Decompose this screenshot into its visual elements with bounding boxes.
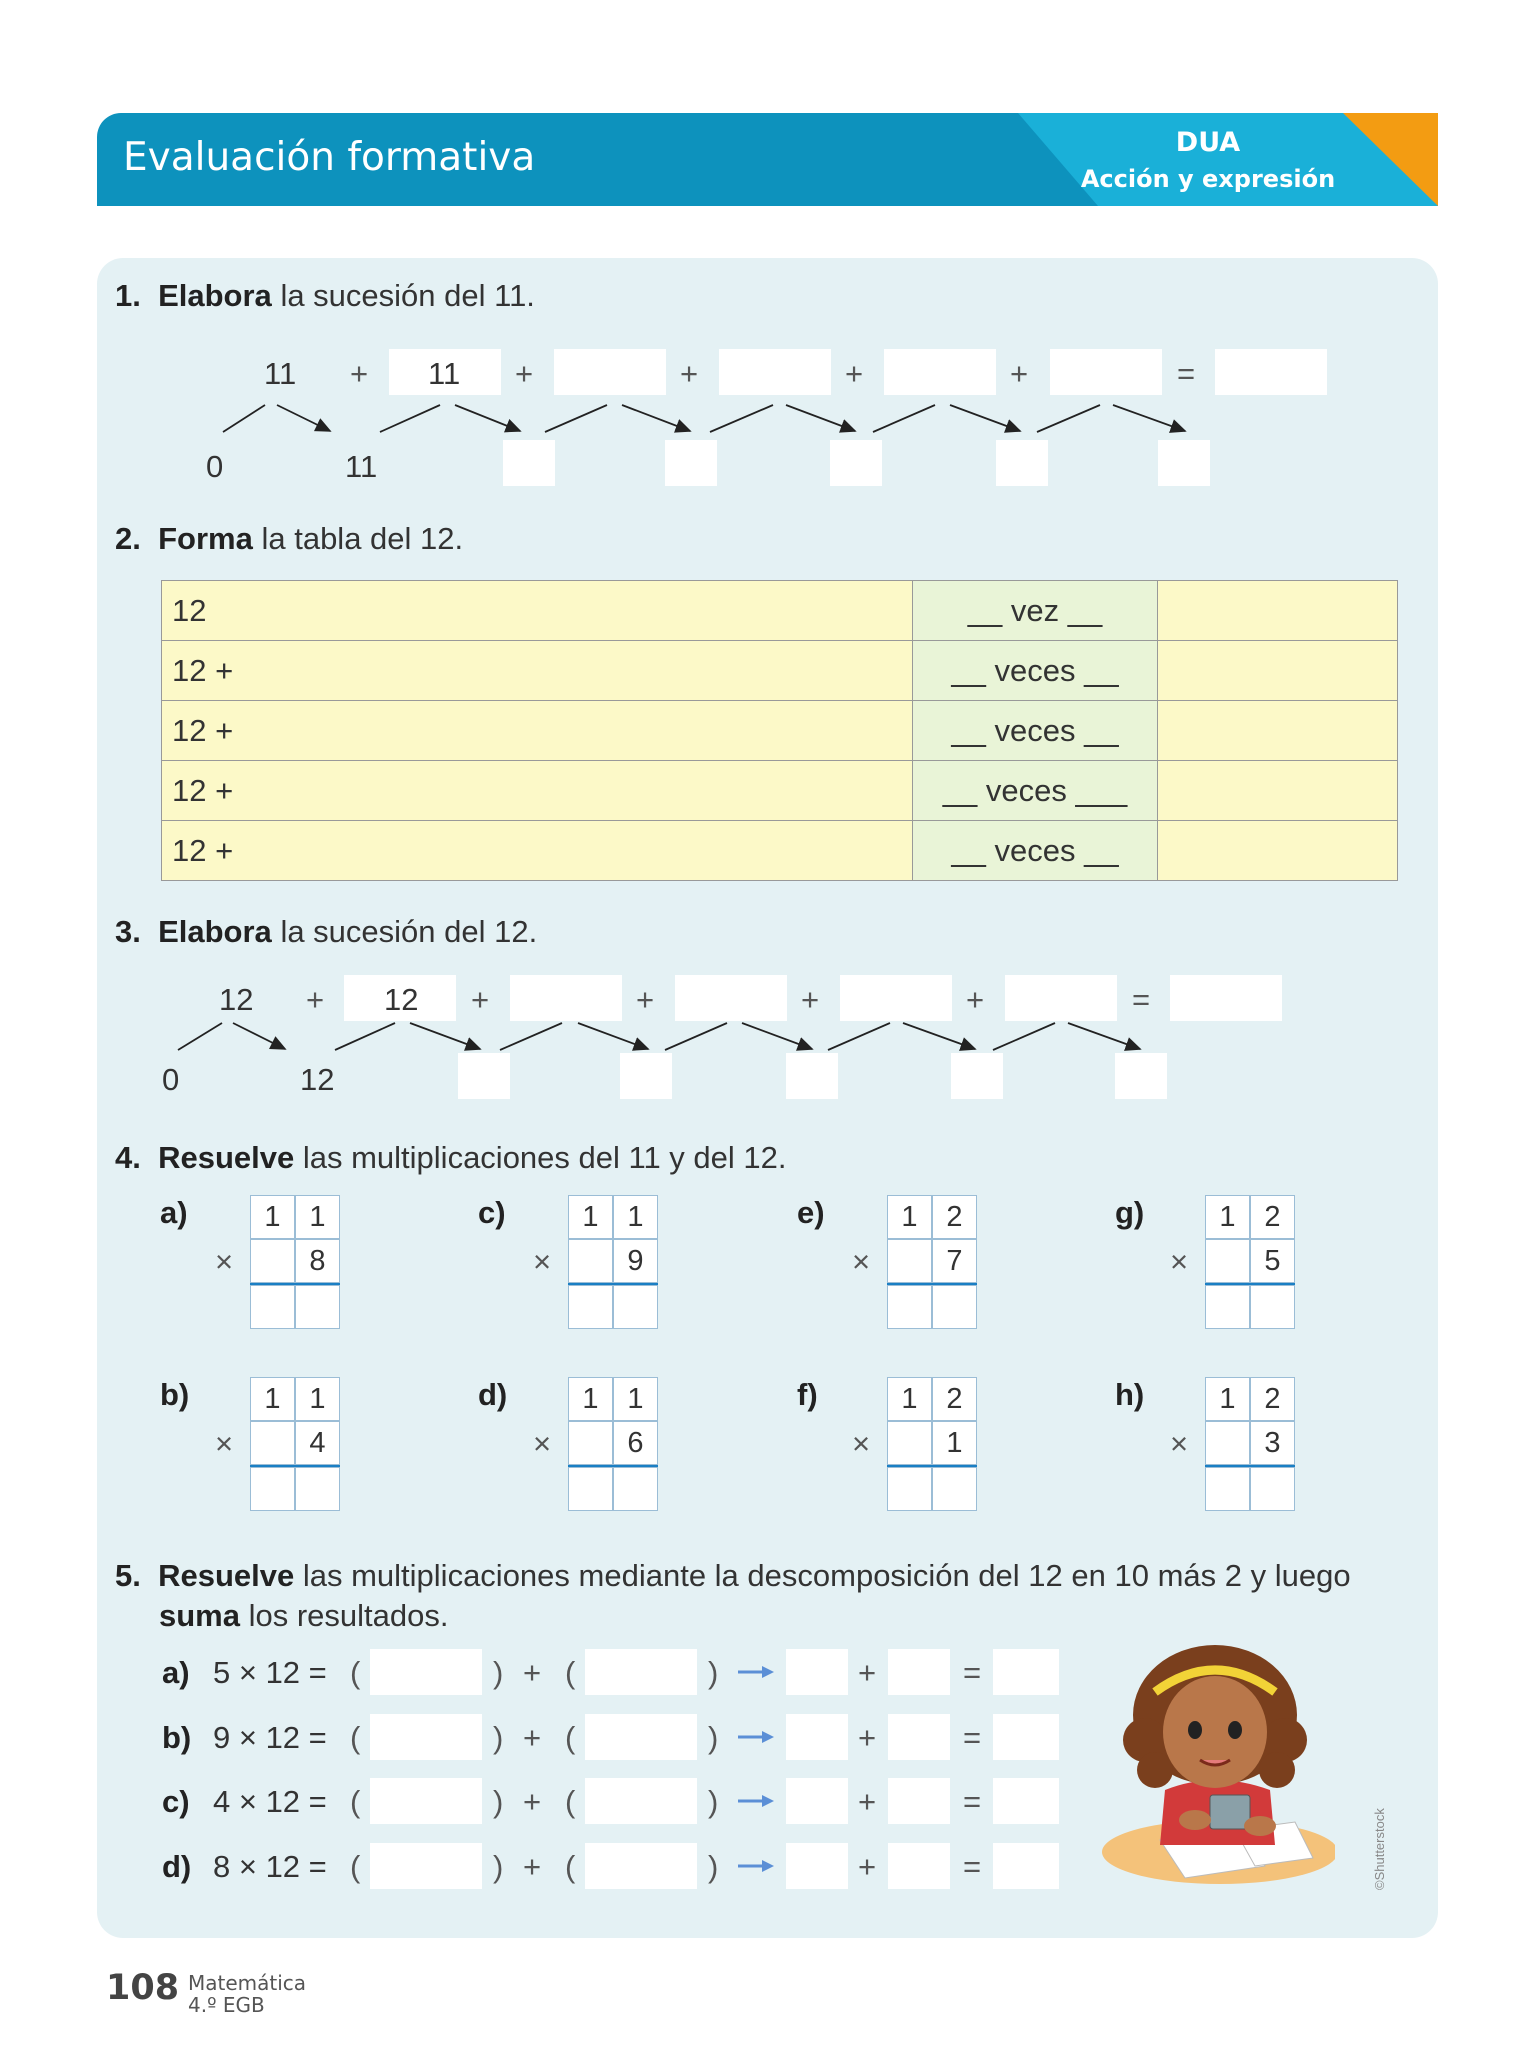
plus-sign: + [523,1784,542,1819]
result-line [568,1283,658,1285]
arrow-right-icon [736,1730,776,1744]
digit-cell: 6 [613,1421,658,1465]
arrow-right-icon [736,1859,776,1873]
multiplication-box [887,1195,977,1329]
question-4 [115,1140,787,1176]
grade-label: 4.º EGB [188,1993,265,2017]
exercise-label: d) [478,1377,508,1412]
question-2 [115,521,463,557]
digit-cell: 2 [932,1195,977,1239]
q3-answer-box[interactable] [1005,975,1117,1021]
digit-cell: 5 [1250,1239,1295,1283]
answer-cell[interactable] [887,1421,932,1465]
times-sign: × [1170,1426,1189,1461]
close-paren: ) [493,1655,504,1690]
close-paren: ) [708,1849,719,1884]
close-paren: ) [493,1720,504,1755]
equals-sign: = [963,1655,982,1690]
footer-subject [188,1972,306,2016]
digit-cell: 1 [1205,1195,1250,1239]
sum-cell[interactable]: 12 + [162,701,913,761]
answer-cell[interactable] [250,1239,295,1283]
plus-sign: + [471,982,490,1017]
open-paren: ( [350,1784,361,1819]
digit-cell: 1 [932,1421,977,1465]
answer-cell[interactable] [1250,1467,1295,1511]
digit-cell: 1 [295,1377,340,1421]
plus-sign: + [801,982,820,1017]
exercise-label: f) [797,1377,818,1412]
exercise-label: h) [1115,1377,1145,1412]
q1-addend-2: 11 [428,356,461,391]
open-paren: ( [350,1655,361,1690]
plus-sign: + [858,1655,877,1690]
dua-title: DUA [1175,127,1241,158]
tens-box[interactable] [370,1714,482,1760]
times-sign: × [1170,1244,1189,1279]
open-paren: ( [565,1720,576,1755]
q3-total-box[interactable] [1170,975,1282,1021]
q3-answer-box[interactable] [510,975,622,1021]
open-paren: ( [565,1849,576,1884]
answer-cell[interactable] [887,1285,932,1329]
result-box[interactable] [993,1843,1059,1889]
arrow-right-icon [736,1794,776,1808]
plus-sign: + [523,1720,542,1755]
row-expression: 9 × 12 = [213,1720,327,1755]
times-sign: × [533,1426,552,1461]
partial-box[interactable] [888,1843,950,1889]
plus-sign: + [636,982,655,1017]
partial-box[interactable] [888,1714,950,1760]
exercise-label: g) [1115,1195,1145,1230]
close-paren: ) [493,1784,504,1819]
question-text: las multiplicaciones del 11 y del 12. [302,1140,787,1175]
result-box[interactable] [993,1778,1059,1824]
digit-cell: 1 [887,1195,932,1239]
answer-cell[interactable] [568,1467,613,1511]
plus-sign: + [966,982,985,1017]
question-verb: Resuelve [158,1558,295,1593]
times-sign: × [852,1244,871,1279]
decomposition-row [0,1720,1100,1770]
sum-cell[interactable]: 12 [162,581,913,641]
result-cell[interactable] [1158,581,1398,641]
result-box[interactable] [993,1649,1059,1695]
result-box[interactable] [993,1714,1059,1760]
partial-box[interactable] [888,1778,950,1824]
times-sign: × [215,1244,234,1279]
exercise-label: a) [160,1195,188,1230]
table-row [162,761,1398,821]
digit-cell: 1 [568,1377,613,1421]
image-credit: ©Shutterstock [1372,1808,1387,1890]
answer-cell[interactable] [250,1421,295,1465]
q3-term-box[interactable] [951,1053,1003,1099]
answer-cell[interactable] [613,1285,658,1329]
digit-cell: 1 [250,1195,295,1239]
question-verb: Elabora [158,278,272,313]
row-label: a) [162,1655,190,1690]
row-expression: 5 × 12 = [213,1655,327,1690]
sum-cell[interactable]: 12 + [162,761,913,821]
plus-sign: + [858,1784,877,1819]
decomposition-row [0,1849,1100,1899]
q3-term-box[interactable] [1115,1053,1167,1099]
question-verb: suma [159,1598,240,1633]
plus-sign: + [523,1849,542,1884]
close-paren: ) [708,1720,719,1755]
plus-sign: + [1010,356,1029,391]
tens-box[interactable] [370,1649,482,1695]
question-number: 5. [115,1558,141,1593]
answer-cell[interactable] [932,1467,977,1511]
multiplication-box [568,1195,658,1329]
result-cell[interactable] [1158,761,1398,821]
digit-cell: 1 [250,1377,295,1421]
table-row [162,701,1398,761]
multiplication-box [1205,1195,1295,1329]
question-text: la sucesión del 12. [280,914,538,949]
times-cell[interactable]: __ veces __ [913,641,1158,701]
digit-cell: 9 [613,1239,658,1283]
equals-sign: = [963,1720,982,1755]
digit-cell: 2 [932,1377,977,1421]
open-paren: ( [565,1655,576,1690]
close-paren: ) [493,1849,504,1884]
q3-first-term: 12 [300,1062,335,1097]
answer-cell[interactable] [1250,1285,1295,1329]
answer-cell[interactable] [250,1285,295,1329]
digit-cell: 7 [932,1239,977,1283]
q3-term-box[interactable] [786,1053,838,1099]
row-label: c) [162,1784,190,1819]
result-line [568,1465,658,1467]
result-line [1205,1283,1295,1285]
answer-cell[interactable] [1205,1285,1250,1329]
plus-sign: + [858,1720,877,1755]
plus-sign: + [680,356,699,391]
partial-box[interactable] [786,1843,848,1889]
table-row [162,641,1398,701]
times-cell[interactable]: __ veces ___ [913,761,1158,821]
partial-box[interactable] [888,1649,950,1695]
digit-cell: 8 [295,1239,340,1283]
question-3 [115,914,537,950]
row-label: b) [162,1720,192,1755]
units-box[interactable] [585,1778,697,1824]
answer-cell[interactable] [250,1467,295,1511]
multiplication-box [1205,1377,1295,1511]
q3-answer-box[interactable] [675,975,787,1021]
tens-box[interactable] [370,1843,482,1889]
q3-term-box[interactable] [458,1053,510,1099]
answer-cell[interactable] [568,1239,613,1283]
partial-box[interactable] [786,1778,848,1824]
answer-cell[interactable] [887,1239,932,1283]
times-sign: × [533,1244,552,1279]
times-cell[interactable]: __ vez __ [913,581,1158,641]
multiplication-box [887,1377,977,1511]
open-paren: ( [565,1784,576,1819]
sum-cell[interactable]: 12 + [162,821,913,881]
times-cell[interactable]: __ veces __ [913,701,1158,761]
result-line [250,1465,340,1467]
exercise-label: e) [797,1195,825,1230]
question-text: los resultados. [248,1598,449,1633]
row-expression: 8 × 12 = [213,1849,327,1884]
page-title: Evaluación formativa [123,135,536,180]
question-verb: Resuelve [158,1140,295,1175]
digit-cell: 1 [568,1195,613,1239]
multiplication-box [250,1377,340,1511]
units-box[interactable] [585,1714,697,1760]
digit-cell: 1 [613,1377,658,1421]
row-label: d) [162,1849,192,1884]
table-row [162,821,1398,881]
equals-sign: = [963,1784,982,1819]
equals-sign: = [1132,982,1151,1017]
digit-cell: 1 [295,1195,340,1239]
digit-cell: 3 [1250,1421,1295,1465]
subject-name: Matemática [188,1971,307,1995]
plus-sign: + [523,1655,542,1690]
answer-cell[interactable] [613,1467,658,1511]
multiplication-box [250,1195,340,1329]
answer-cell[interactable] [568,1421,613,1465]
q3-addend-1: 12 [219,982,254,1017]
answer-cell[interactable] [295,1467,340,1511]
multiplication-box [568,1377,658,1511]
result-cell[interactable] [1158,701,1398,761]
question-5-line-2 [159,1598,449,1634]
result-cell[interactable] [1158,821,1398,881]
question-text: las multiplicaciones mediante la descomposición del 12 en 10 más 2 y luego [302,1558,1351,1593]
plus-sign: + [350,356,369,391]
result-line [250,1283,340,1285]
question-verb: Elabora [158,914,272,949]
exercise-label: b) [160,1377,190,1412]
answer-cell[interactable] [1205,1421,1250,1465]
digit-cell: 2 [1250,1195,1295,1239]
q3-addend-2: 12 [384,982,419,1017]
question-5 [115,1556,1385,1596]
multiplication-table-12 [161,580,1398,881]
exercise-label: c) [478,1195,506,1230]
arrow-right-icon [736,1665,776,1679]
answer-cell[interactable] [932,1285,977,1329]
result-line [887,1283,977,1285]
close-paren: ) [708,1784,719,1819]
sum-cell[interactable]: 12 + [162,641,913,701]
answer-cell[interactable] [887,1467,932,1511]
result-cell[interactable] [1158,641,1398,701]
table-row [162,581,1398,641]
dua-subtitle: Acción y expresión [1080,165,1336,193]
question-verb: Forma [158,521,253,556]
digit-cell: 1 [887,1377,932,1421]
q3-answer-box[interactable] [840,975,952,1021]
open-paren: ( [350,1720,361,1755]
plus-sign: + [845,356,864,391]
result-line [887,1465,977,1467]
units-box[interactable] [585,1649,697,1695]
question-number: 4. [115,1140,141,1175]
equals-sign: = [1177,356,1196,391]
equals-sign: = [963,1849,982,1884]
open-paren: ( [350,1849,361,1884]
q1-addend-1: 11 [264,356,297,391]
question-number: 2. [115,521,141,556]
digit-cell: 1 [1205,1377,1250,1421]
question-text: la tabla del 12. [261,521,464,556]
close-paren: ) [708,1655,719,1690]
question-number: 3. [115,914,141,949]
tens-box[interactable] [370,1778,482,1824]
partial-box[interactable] [786,1714,848,1760]
times-sign: × [215,1426,234,1461]
digit-cell: 4 [295,1421,340,1465]
digit-cell: 2 [1250,1377,1295,1421]
times-cell[interactable]: __ veces __ [913,821,1158,881]
partial-box[interactable] [786,1649,848,1695]
digit-cell: 1 [613,1195,658,1239]
q1-first-term: 11 [345,449,378,484]
q3-start: 0 [162,1062,180,1097]
page-number: 108 [106,1968,180,2008]
girl-studying-illustration [1095,1630,1335,1890]
plus-sign: + [515,356,534,391]
answer-cell[interactable] [1205,1239,1250,1283]
q3-term-box[interactable] [620,1053,672,1099]
times-sign: × [852,1426,871,1461]
q1-start: 0 [206,449,224,484]
units-box[interactable] [585,1843,697,1889]
answer-cell[interactable] [568,1285,613,1329]
decomposition-row [0,1784,1100,1834]
answer-cell[interactable] [1205,1467,1250,1511]
answer-cell[interactable] [295,1285,340,1329]
row-expression: 4 × 12 = [213,1784,327,1819]
result-line [1205,1465,1295,1467]
plus-sign: + [306,982,325,1017]
decomposition-row [0,1655,1100,1705]
plus-sign: + [858,1849,877,1884]
question-text: la sucesión del 11. [280,278,535,313]
question-number: 1. [115,278,141,313]
